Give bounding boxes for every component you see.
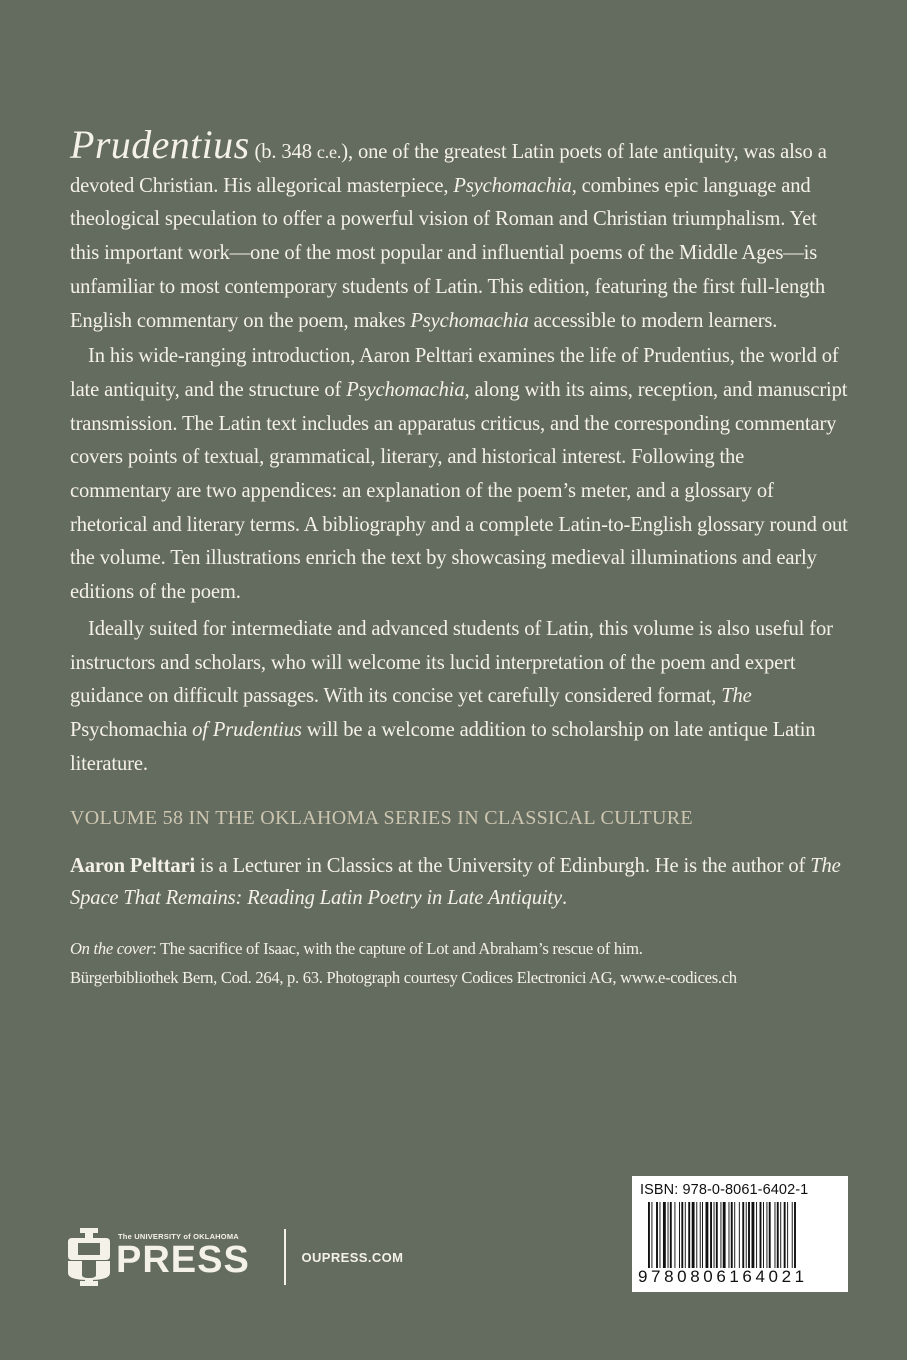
back-cover-text (70, 122, 848, 992)
press-wordmark (116, 1228, 274, 1286)
publisher-logo (66, 1227, 403, 1287)
barcode-bars (648, 1202, 842, 1268)
isbn-label: ISBN: 978-0-8061-6402-1 (640, 1182, 809, 1198)
description-paragraph-2: In his wide-ranging introduction, Aaron Pelttari examines the life of Prudentius, the world of late antiquity, and the structure of Psychomachia, along with its aims, reception, and manuscript transmission. The Latin text includes an apparatus criticus, and the corresponding commentary covers points of textual, grammatical, literary, and historical interest. Following the commentary are two appendices: an explanation of the poem’s meter, and a glossary of rhetorical and literary terms. A bibliography and a complete Latin-to-English glossary round out the volume. Ten illustrations enrich the text by showcasing medieval illuminations and early editions of the poem. (70, 345, 848, 604)
press-name: PRESS (116, 1239, 250, 1281)
barcode-digits: 9780806164021 (638, 1267, 808, 1286)
series-line: VOLUME 58 IN THE OKLAHOMA SERIES IN CLASSICAL CULTURE (70, 807, 693, 830)
author-book-title: The Space That Remains: Reading Latin Poetry in Late Antiquity (70, 855, 841, 909)
author-bio: Aaron Pelttari is a Lecturer in Classics at the University of Edinburgh. He is the author of The Space That Remains: Reading Latin Poetry in Late Antiquity. (70, 855, 841, 909)
university-name: The UNIVERSITY of OKLAHOMA (118, 1232, 239, 1241)
publisher-url: OUPRESS.COM (301, 1249, 404, 1265)
description-paragraph-1: Prudentius (b. 348 c.e.), one of the greatest Latin poets of late antiquity, was also a devoted Christian. His allegorical masterpiece, Psychomachia, combines epic language and theological speculation to offer a powerful vision of Roman and Christian triumphalism. Yet this important work—one of the most popular and influential poems of the Middle Ages—is unfamiliar to most contemporary students of Latin. This edition, featuring the first full-length English commentary on the poem, makes Psychomachia accessible to modern learners. (70, 122, 827, 332)
ou-monogram-icon (66, 1228, 112, 1286)
title-lead: Prudentius (70, 122, 250, 167)
cover-credit: On the cover: The sacrifice of Isaac, with the capture of Lot and Abraham’s rescue of him. Bürgerbibliothek Bern, Cod. 264, p. 63. Photograph courtesy Codices Electronici AG, www.e-codices.ch (70, 938, 737, 987)
author-name: Aaron Pelttari (70, 855, 196, 878)
logo-divider (284, 1229, 286, 1285)
description-paragraph-3: Ideally suited for intermediate and advanced students of Latin, this volume is also useful for instructors and scholars, who will welcome its lucid interpretation of the poem and expert guidance on difficult passages. With its concise yet carefully considered format, The Psychomachia of Prudentius will be a welcome addition to scholarship on late antique Latin literature. (70, 617, 833, 775)
isbn-barcode (632, 1176, 848, 1292)
